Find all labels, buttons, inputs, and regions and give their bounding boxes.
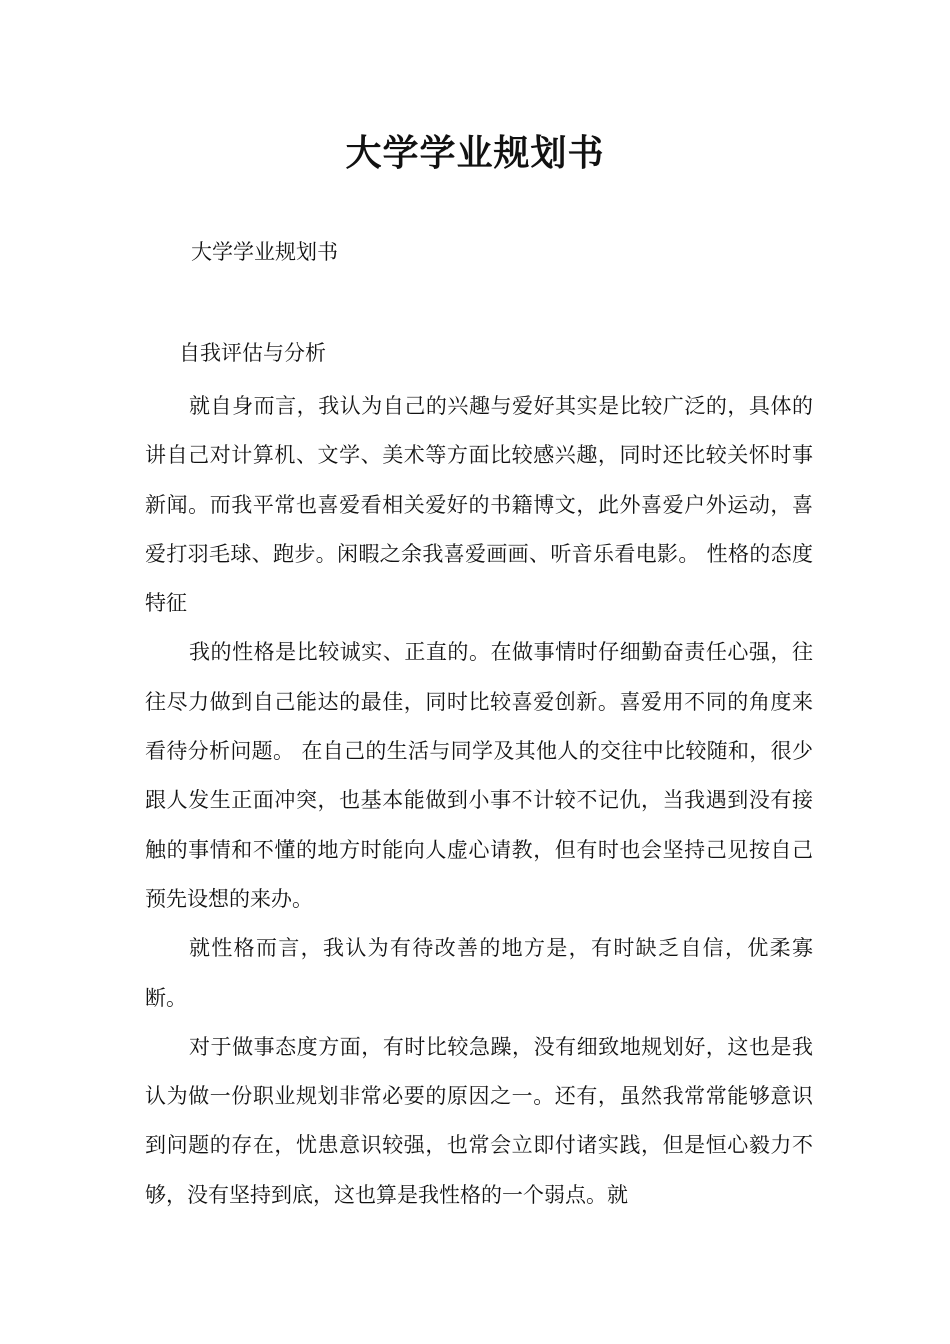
- paragraph: 就性格而言，我认为有待改善的地方是，有时缺乏自信，优柔寡断。: [145, 936, 813, 1010]
- document-title: 大学学业规划书: [345, 133, 605, 174]
- section-heading: 自我评估与分析: [179, 341, 326, 365]
- document-subtitle: 大学学业规划书: [191, 240, 338, 264]
- body-text: [145, 382, 813, 1220]
- paragraph: 我的性格是比较诚实、正直的。在做事情时仔细勤奋责任心强，往往尽力做到自己能达的最佳，同时比较喜爱创新。喜爱用不同的角度来看待分析问题。 在自己的生活与同学及其他人的交往中比较随和，很少跟人发生正面冲突，也基本能做到小事不计较不记仇，当我遇到没有接触的事情和不懂的地方时能向人虚心请教，但有时也会坚持己见按自己预先设想的来办。: [145, 640, 813, 911]
- paragraph: 对于做事态度方面，有时比较急躁，没有细致地规划好，这也是我认为做一份职业规划非常必要的原因之一。还有，虽然我常常能够意识到问题的存在，忧患意识较强，也常会立即付诸实践，但是恒心毅力不够，没有坚持到底，这也算是我性格的一个弱点。就: [145, 1034, 813, 1207]
- paragraph: 就自身而言，我认为自己的兴趣与爱好其实是比较广泛的，具体的讲自己对计算机、文学、美术等方面比较感兴趣，同时还比较关怀时事新闻。而我平常也喜爱看相关爱好的书籍博文，此外喜爱户外运动，喜爱打羽毛球、跑步。闲暇之余我喜爱画画、听音乐看电影。 性格的态度特征: [145, 394, 813, 616]
